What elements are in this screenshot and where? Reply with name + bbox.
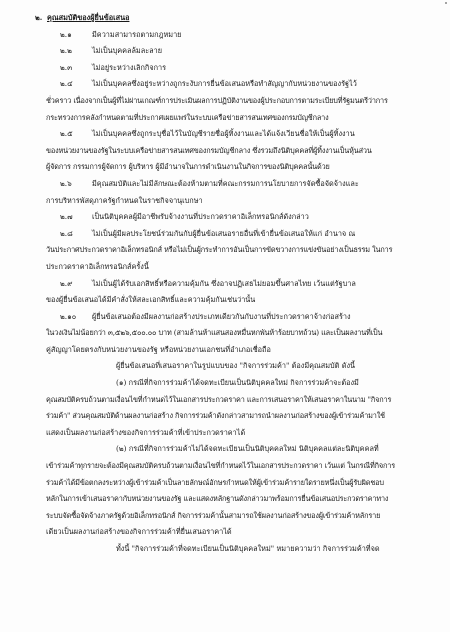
item-text: ไม่อยู่ระหว่างเลิกกิจการ [92,62,167,72]
item-continuation: ในวงเงินไม่น้อยกว่า ๓,๕๒๖,๕๐๐.๐๐ บาท (สามล้านห้าแสนสองหมื่นหกพันห้าร้อยบาทถ้วน) และเป็นผลงานที่เป็น [46,328,383,338]
list-item [0,27,450,44]
joint-venture-case-2: (๒) กรณีที่กิจการร่วมค้าไม่ได้จดทะเบียนเป็นนิติบุคคลใหม่ นิติบุคคลแต่ละนิติบุคคลที่ [116,444,379,454]
item-text: ไม่เป็นบุคคลซึ่งถูกระบุชื่อไว้ในบัญชีรายชื่อผู้ทิ้งงานและได้แจ้งเวียนชื่อให้เป็นผู้ทิ้งงาน [92,129,355,139]
joint-venture-definition: ทั้งนี้ "กิจการร่วมค้าที่จดทะเบียนเป็นนิติบุคคลใหม่" หมายความว่า กิจการร่วมค้าที่จด [116,544,380,553]
item-continuation: คุณสมบัติครบถ้วนตามเงื่อนไขที่กำหนดไว้ในเอกสารประกวดราคา และการเสนอราคาให้เสนอราคาในนาม "กิจการ [46,394,392,404]
list-item [0,309,450,326]
item-text: มีคุณสมบัติและไม่มีลักษณะต้องห้ามตามที่คณะกรรมการนโยบายการจัดซื้อจัดจ้างและ [92,178,359,188]
item-text: ไม่เป็นผู้มีผลประโยชน์ร่วมกันกับผู้ยื่นข้อเสนอรายอื่นที่เข้ายื่นข้อเสนอให้แก่ อำนาจ ณ [92,228,356,238]
item-number: ๒.๔ [60,79,73,89]
item-text: ผู้ยื่นข้อเสนอต้องมีผลงานก่อสร้างประเภทเดียวกันกับงานที่ประกวดราคาจ้างก่อสร้าง [92,311,351,321]
joint-venture-case-1: (๑) กรณีที่กิจการร่วมค้าได้จดทะเบียนเป็นนิติบุคคลใหม่ กิจการร่วมค้าจะต้องมี [116,378,359,388]
item-number: ๒.๖ [60,178,72,188]
item-number: ๒.๗ [60,212,73,222]
item-continuation: ร่วมค้าได้มีข้อตกลงระหว่างผู้เข้าร่วมค้าเป็นลายลักษณ์อักษรกำหนดให้ผู้เข้าร่วมค้ารายใดรายหนึ่งเป็นผู้รับผิดชอบ [46,477,384,487]
item-continuation: เดียวเป็นผลงานก่อสร้างของกิจการร่วมค้าที่ยื่นเสนอราคาได้ [46,527,232,537]
scan-speck [445,2,447,4]
item-number: ๒.๒ [60,46,72,56]
list-item [0,226,450,243]
item-continuation: ประกวดราคาอิเล็กทรอนิกส์ครั้งนี้ [46,261,149,271]
item-continuation: ผู้จัดการ กรรมการผู้จัดการ ผู้บริหาร ผู้มีอำนาจในการดำเนินงานในกิจการของนิติบุคคลนั้นด้วย [46,162,330,172]
item-continuation: ชั่วคราว เนื่องจากเป็นผู้ที่ไม่ผ่านเกณฑ์การประเมินผลการปฏิบัติงานของผู้ประกอบการตามระเบียบที่รัฐมนตรีว่าการ [46,95,388,105]
item-text: ไม่เป็นบุคคลล้มละลาย [92,46,162,56]
item-number: ๒.๑ [60,29,72,39]
item-number: ๒.๙ [60,278,73,288]
list-item [0,209,450,226]
list-item [0,43,450,60]
item-text: ไม่เป็นบุคคลซึ่งอยู่ระหว่างถูกระงับการยื่นข้อเสนอหรือทำสัญญากับหน่วยงานของรัฐไว้ [92,79,357,89]
item-text: ไม่เป็นผู้ได้รับเอกสิทธิ์หรือความคุ้มกัน ซึ่งอาจปฏิเสธไม่ยอมขึ้นศาลไทย เว้นแต่รัฐบาล [92,278,356,288]
item-continuation: วันประกาศประกวดราคาอิเล็กทรอนิกส์ หรือไม่เป็นผู้กระทำการอันเป็นการขัดขวางการแข่งขันอย่างเป็นธรรม ในการ [46,245,393,255]
item-number: ๒.๓ [60,62,73,72]
list-item [0,176,450,193]
section-heading [0,10,450,27]
item-continuation: ของหน่วยงานของรัฐในระบบเครือข่ายสารสนเทศของกรมบัญชีกลาง ซึ่งรวมถึงนิติบุคคลที่ผู้ทิ้งงานเป็นหุ้นส่วน [46,145,372,155]
item-text: เป็นนิติบุคคลผู้มีอาชีพรับจ้างงานที่ประกวดราคาอิเล็กทรอนิกส์ดังกล่าว [92,212,309,222]
list-item [0,76,450,93]
section-number: ๒. [35,13,43,22]
item-continuation: หลักในการเข้าเสนอราคากับหน่วยงานของรัฐ และแสดงหลักฐานดังกล่าวมาพร้อมการยื่นข้อเสนอประกวดราคาทาง [46,494,389,504]
list-item [0,276,450,293]
item-continuation: เข้าร่วมค้าทุกรายจะต้องมีคุณสมบัติครบถ้วนตามเงื่อนไขที่กำหนดไว้ในเอกสารประกวดราคา เว้นแต่ ในกรณีที่กิจการ [46,461,396,471]
section-title: คุณสมบัติของผู้ยื่นข้อเสนอ [47,13,130,22]
item-continuation: กระทรวงการคลังกำหนดตามที่ประกาศเผยแพร่ในระบบเครือข่ายสารสนเทศของกรมบัญชีกลาง [46,112,329,122]
item-text: มีความสามารถตามกฎหมาย [92,29,182,39]
item-continuation: ระบบจัดซื้อจัดจ้างภาครัฐด้วยอิเล็กทรอนิกส์ กิจการร่วมค้านั้นสามารถใช้ผลงานก่อสร้างของผู้เข้าร่วมค้าหลักราย [46,510,381,520]
document-body [0,10,450,558]
item-number: ๒.๑๐ [60,311,77,321]
item-continuation: แสดงเป็นผลงานก่อสร้างของกิจการร่วมค้าที่เข้าประกวดราคาได้ [46,427,246,437]
item-continuation: ของผู้ยื่นข้อเสนอได้มีคำสั่งให้สละเอกสิทธิ์และความคุ้มกันเช่นว่านั้น [46,295,256,305]
item-continuation: การบริหารพัสดุภาครัฐกำหนดในราชกิจจานุเบกษา [46,195,203,205]
item-number: ๒.๘ [60,228,73,238]
list-item [0,126,450,143]
list-item [0,60,450,77]
item-number: ๒.๕ [60,129,73,139]
item-continuation: คู่สัญญาโดยตรงกับหน่วยงานของรัฐ หรือหน่วยงานเอกชนที่อำเภอเชื่อถือ [46,344,271,354]
item-continuation: ร่วมค้า" ส่วนคุณสมบัติด้านผลงานก่อสร้าง กิจการร่วมค้าดังกล่าวสามารถนำผลงานก่อสร้างของผู้เข้าร่วมค้ามาใช้ [46,411,385,421]
joint-venture-intro: ผู้ยื่นข้อเสนอที่เสนอราคาในรูปแบบของ "กิจการร่วมค้า" ต้องมีคุณสมบัติ ดังนี้ [116,361,356,371]
